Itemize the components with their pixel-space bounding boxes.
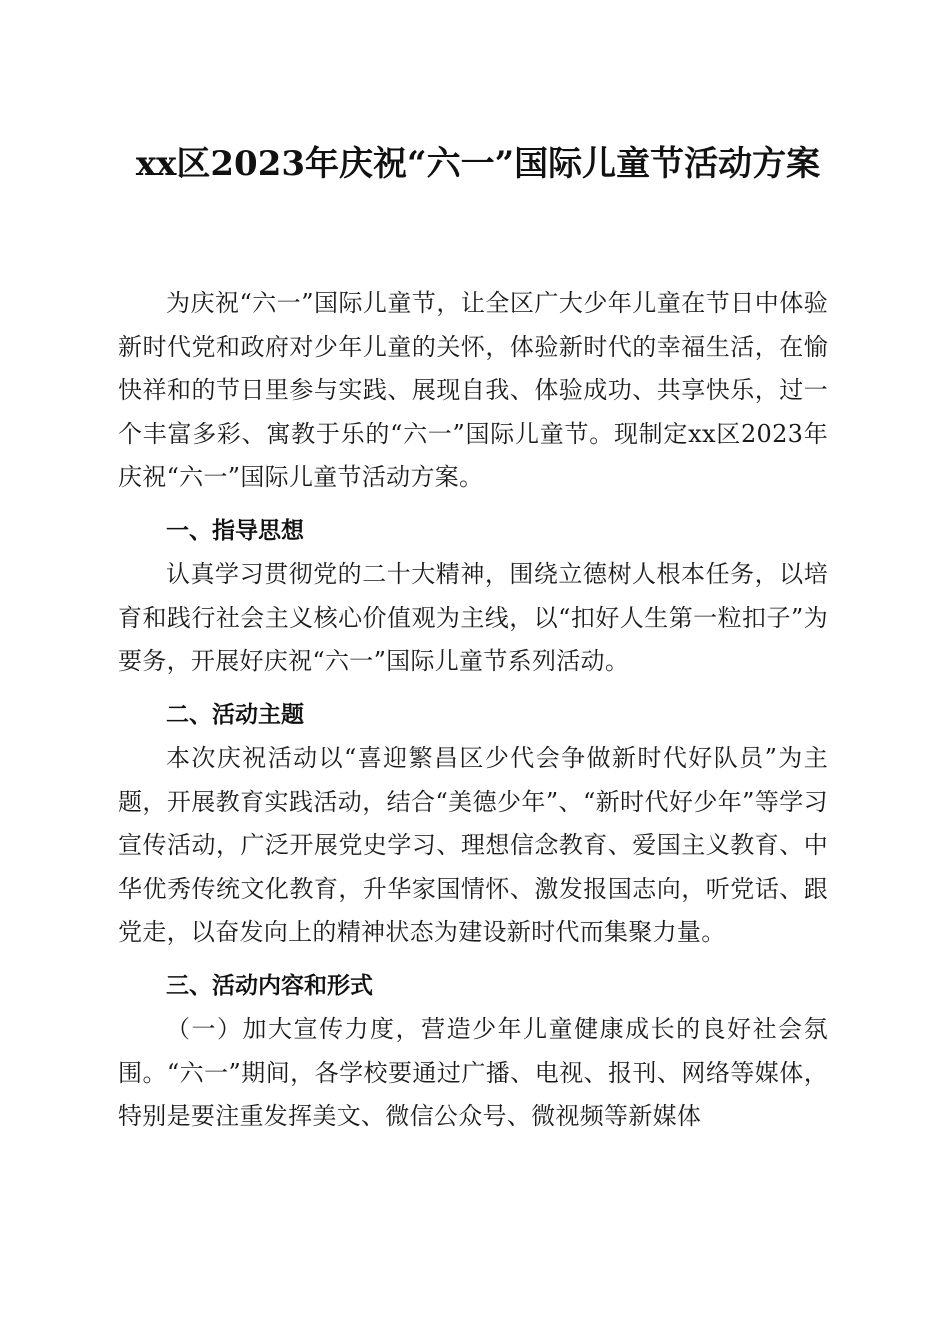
document-body <box>118 282 828 1139</box>
intro-paragraph: 为庆祝“六一”国际儿童节，让全区广大少年儿童在节日中体验新时代党和政府对少年儿童的关怀，体验新时代的幸福生活，在愉快祥和的节日里参与实践、展现自我、体验成功、共享快乐，过一个丰富多彩、寓教于乐的“六一”国际儿童节。现制定xx区2023年庆祝“六一”国际儿童节活动方案。 <box>118 289 828 491</box>
section-paragraph-activity-theme: 本次庆祝活动以“喜迎繁昌区少代会争做新时代好队员”为主题，开展教育实践活动，结合“美德少年”、“新时代好少年”等学习宣传活动，广泛开展党史学习、理想信念教育、爱国主义教育、中华优秀传统文化教育，升华家国情怀、激发报国志向，听党话、跟党走，以奋发向上的精神状态为建设新时代而集聚力量。 <box>118 744 828 946</box>
section-heading-activity-theme: 二、活动主题 <box>166 701 304 728</box>
section-heading-guiding-ideology: 一、指导思想 <box>166 517 304 544</box>
section-heading-activity-content: 三、活动内容和形式 <box>166 972 373 999</box>
section-paragraph-guiding-ideology: 认真学习贯彻党的二十大精神，围绕立德树人根本任务，以培育和践行社会主义核心价值观为主线，以“扣好人生第一粒扣子”为要务，开展好庆祝“六一”国际儿童节系列活动。 <box>118 560 828 675</box>
section-paragraph-activity-content: （一）加大宣传力度，营造少年儿童健康成长的良好社会氛围。“六一”期间，各学校要通过广播、电视、报刊、网络等媒体，特别是要注重发挥美文、微信公众号、微视频等新媒体 <box>118 1015 828 1130</box>
document-title: xx区2023年庆祝“六一”国际儿童节活动方案 <box>135 144 821 184</box>
